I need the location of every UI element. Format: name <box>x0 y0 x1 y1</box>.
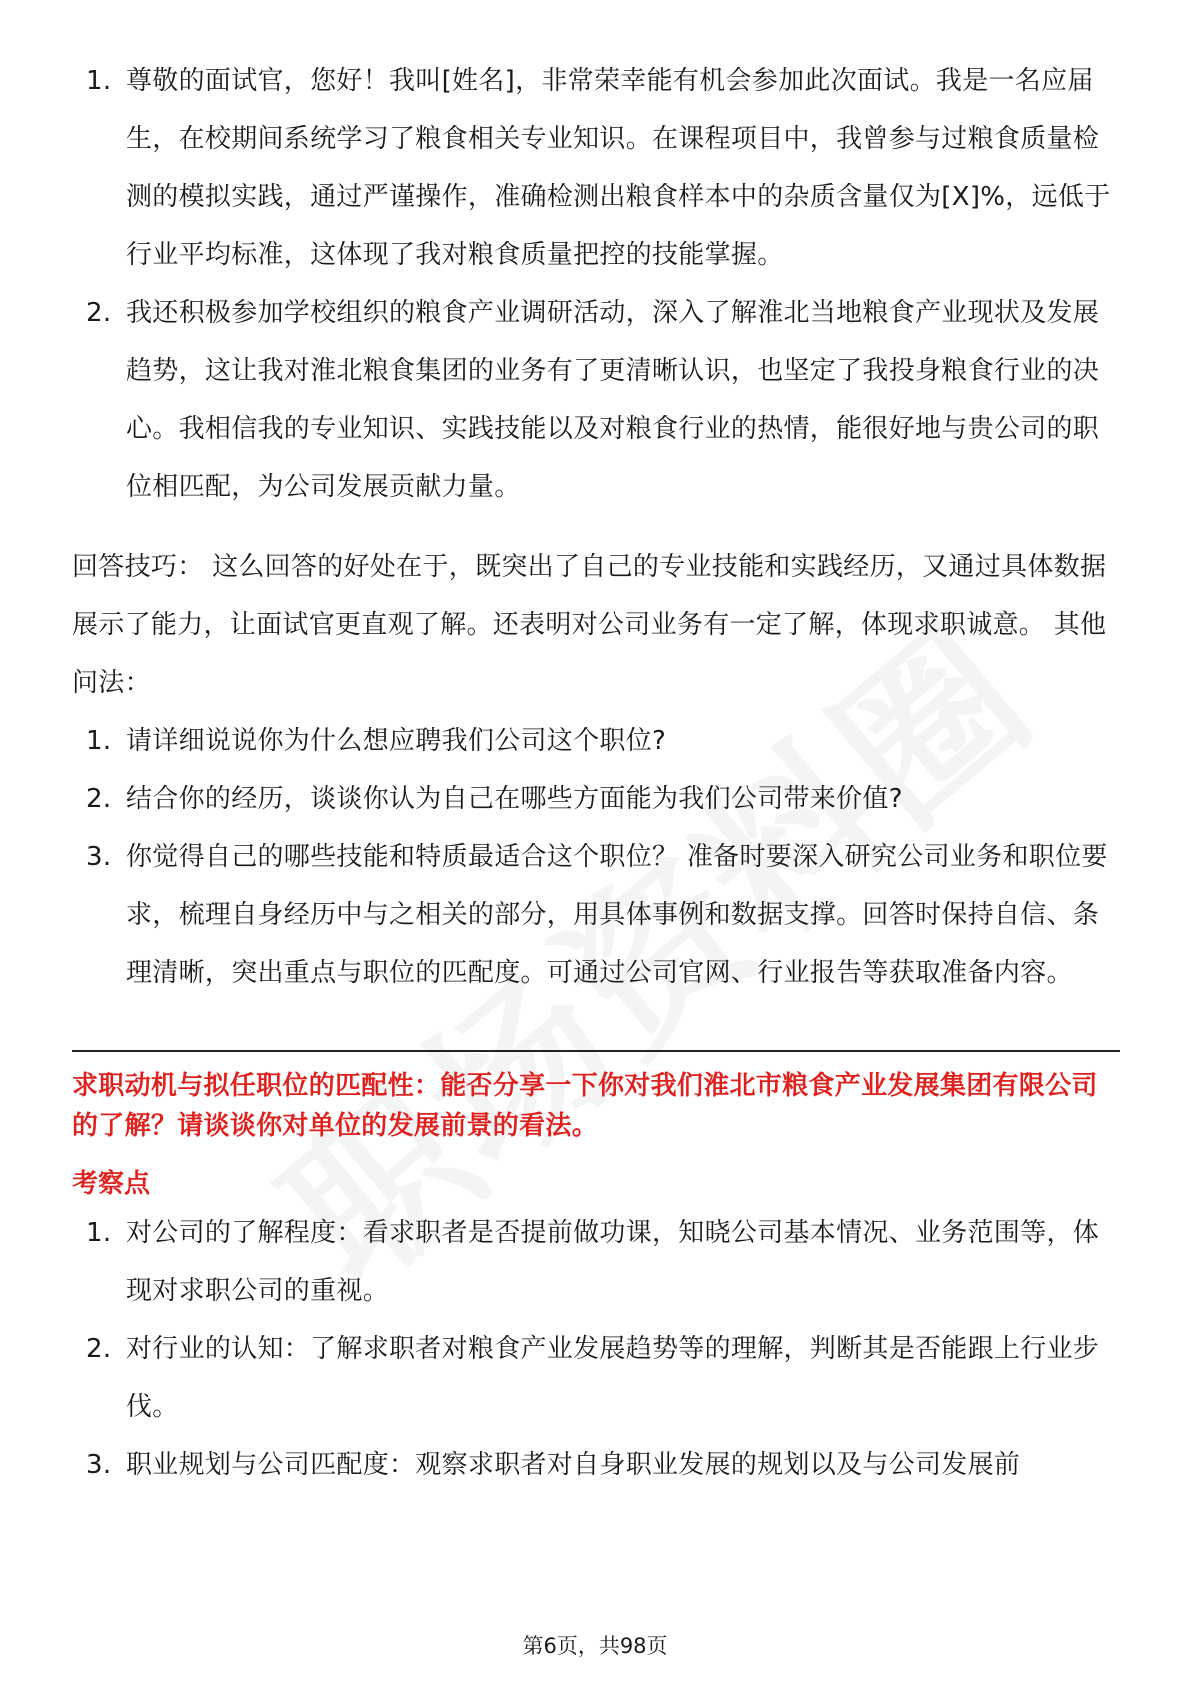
list-item-text: 对公司的了解程度：看求职者是否提前做功课，知晓公司基本情况、业务范围等，体现对求职公司的重视。 <box>126 1218 1100 1306</box>
list-number: 1. <box>86 66 112 96</box>
assessment-points-heading: 考察点 <box>72 1169 151 1199</box>
list-item-text: 对行业的认知：了解求职者对粮食产业发展趋势等的理解，判断其是否能跟上行业步伐。 <box>126 1334 1100 1422</box>
list-item-text: 你觉得自己的哪些技能和特质最适合这个职位？ 准备时要深入研究公司业务和职位要求，梳理自身经历中与之相关的部分，用具体事例和数据支撑。回答时保持自信、条理清晰，突出重点与职位的匹配度。可通过公司官网、行业报告等获取准备内容。 <box>126 842 1108 988</box>
list-item <box>72 52 1120 284</box>
list-item <box>72 828 1120 1002</box>
list-number: 1. <box>86 726 112 756</box>
section-divider <box>72 1050 1120 1052</box>
list-item <box>72 712 1120 770</box>
assessment-points-list <box>72 1204 1120 1494</box>
other-questions-list <box>72 712 1120 1002</box>
answer-tips-paragraph: 回答技巧： 这么回答的好处在于，既突出了自己的专业技能和实践经历，又通过具体数据展示了能力，让面试官更直观了解。还表明对公司业务有一定了解，体现求职诚意。 其他问法： <box>72 552 1107 698</box>
list-item-text: 结合你的经历，谈谈你认为自己在哪些方面能为我们公司带来价值? <box>126 784 903 814</box>
page-content <box>72 52 1120 1494</box>
list-number: 3. <box>86 842 112 872</box>
list-item-text: 请详细说说你为什么想应聘我们公司这个职位? <box>126 726 667 756</box>
list-item <box>72 1320 1120 1436</box>
list-item <box>72 1204 1120 1320</box>
list-number: 3. <box>86 1450 112 1480</box>
list-item-text: 尊敬的面试官，您好！我叫[姓名]，非常荣幸能有机会参加此次面试。我是一名应届生，在校期间系统学习了粮食相关专业知识。在课程项目中，我曾参与过粮食质量检测的模拟实践，通过严谨操作，准确检测出粮食样本中的杂质含量仅为[X]%，远低于行业平均标准，这体现了我对粮食质量把控的技能掌握。 <box>126 66 1111 270</box>
list-number: 2. <box>86 784 112 814</box>
list-number: 2. <box>86 1334 112 1364</box>
list-item-text: 职业规划与公司匹配度：观察求职者对自身职业发展的规划以及与公司发展前 <box>126 1450 1021 1480</box>
list-item <box>72 770 1120 828</box>
list-item <box>72 284 1120 516</box>
list-number: 2. <box>86 298 112 328</box>
list-item-text: 我还积极参加学校组织的粮食产业调研活动，深入了解淮北当地粮食产业现状及发展趋势，这让我对淮北粮食集团的业务有了更清晰认识，也坚定了我投身粮食行业的决心。我相信我的专业知识、实践技能以及对粮食行业的热情，能很好地与贵公司的职位相匹配，为公司发展贡献力量。 <box>126 298 1100 502</box>
answer-list <box>72 52 1120 516</box>
list-number: 1. <box>86 1218 112 1248</box>
page-number-footer: 第6页，共98页 <box>522 1634 668 1658</box>
list-item <box>72 1436 1120 1494</box>
question-heading: 求职动机与拟任职位的匹配性：能否分享一下你对我们淮北市粮食产业发展集团有限公司的了解？请谈谈你对单位的发展前景的看法。 <box>72 1071 1098 1141</box>
